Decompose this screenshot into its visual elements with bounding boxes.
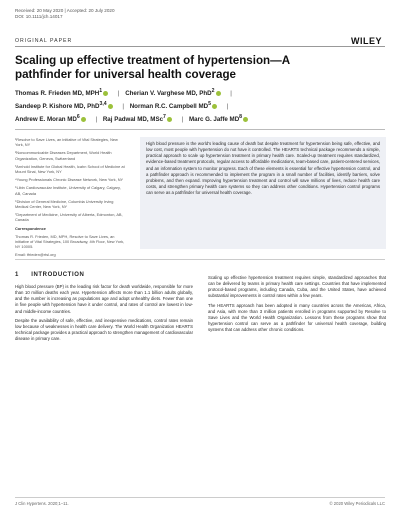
author-name[interactable]: Cherian V. Varghese MD, PhD$^2$ xyxy=(125,86,220,99)
body-column-left xyxy=(15,284,193,345)
orcid-icon[interactable] xyxy=(216,91,221,96)
body-paragraph: Scaling up effective hypertension treatment requires simple, standardized approaches that can be delivered by teams in primary health care settings. Countries that have implemented protocol-based programs, including Canada, Cuba, and the United States, have achieved substantial improvements in control rates within a few years. xyxy=(208,275,386,299)
article-type-label: ORIGINAL PAPER xyxy=(15,38,73,44)
author-name[interactable]: Norman R.C. Campbell $MD^5$ xyxy=(130,99,217,112)
footer-citation: J Clin Hypertens. 2020;1–11. xyxy=(15,501,69,506)
author-list xyxy=(15,86,385,125)
orcid-icon[interactable] xyxy=(167,117,172,122)
affiliation: ⁵Libin Cardiovascular Institute, University of Calgary, Calgary, AB, Canada xyxy=(15,185,121,196)
author-separator: | xyxy=(226,103,229,111)
author-separator: | xyxy=(117,90,120,98)
section-title: INTRODUCTION xyxy=(31,272,85,278)
accepted-date: Accepted: 20 July 2020 xyxy=(66,8,115,13)
meta-separator: | xyxy=(64,8,67,13)
body-paragraph: High blood pressure (BP) is the leading risk factor for death worldwide, responsible for more than 10 million deaths each year. Hypertension affects more than 1.1 billion adults globally, and the number is increasing as populations age and adopt unhealthy diets. Fewer than one in five people with hypertension have it under control, and rates of control are lowest in low- and middle-income countries. xyxy=(15,284,193,314)
abstract-box xyxy=(140,137,386,249)
body-paragraph: Despite the availability of safe, effective, and inexpensive medications, control rates remain low because of weaknesses in health care delivery. The World Health Organization HEARTS technical package provides a practical approach to strengthen management of cardiovascular disease in primary care. xyxy=(15,317,193,342)
article-title: Scaling up effective treatment of hypertension—A pathfinder for universal health coverage xyxy=(15,54,290,81)
affiliation: ³Arnhold Institute for Global Health, Icahn School of Medicine at Mount Sinai, New York, NY xyxy=(15,163,125,175)
doi-link[interactable]: DOI: 10.1111/jch.14017 xyxy=(15,14,63,19)
correspondence-address: Thomas R. Frieden, MD, MPH, Resolve to Save Lives, an initiative of Vital Strategies, 100 Broadway, 4th Floor, New York, NY 10005. xyxy=(15,233,125,250)
section-heading xyxy=(15,272,84,278)
author-name[interactable]: Marc G. Jaffe $MD^8$ xyxy=(189,112,248,125)
affiliation: ²Noncommunicable Diseases Department, World Health Organization, Geneva, Switzerland xyxy=(15,150,112,161)
footer-divider xyxy=(15,497,385,498)
affiliation: ⁶Division of General Medicine, Columbia University Irving Medical Center, New York, NY xyxy=(15,198,114,210)
header-divider xyxy=(15,46,385,47)
correspondence-email[interactable]: Email: tfrieden@rtsl.org xyxy=(15,252,56,258)
correspondence-heading: Correspondence xyxy=(15,225,46,231)
received-date: Received: 20 May 2020 xyxy=(15,8,64,13)
author-name[interactable]: Thomas R. Frieden MD, MPH$^1$ xyxy=(15,86,108,99)
publisher-logo[interactable]: WILEY xyxy=(351,36,382,46)
affiliation: ¹Resolve to Save Lives, an initiative of Vital Strategies, New York, NY xyxy=(15,137,118,148)
author-separator: | xyxy=(122,103,124,111)
orcid-icon[interactable] xyxy=(212,104,217,109)
orcid-icon[interactable] xyxy=(81,117,86,122)
orcid-icon[interactable] xyxy=(103,91,108,96)
author-separator: | xyxy=(181,116,184,124)
abstract-text: High blood pressure is the world's leading cause of death but despite treatment for hypertension being safe, effective, and low cost, most people with hypertension do not have it controlled. The HEARTS technical package recommends a simple, practical approach to scale up hypertension treatment in primary health care. Scaled-up treatment requires standardized, evidence-based treatment protocols, regular access to affordable medications, team-based care, patient-centered services, and an information system to monitor progress. Each of these elements is essential for effective hypertension control, and a pathfinder approach is recommended to implement the program in a small number of facilities, identify barriers, solve problems, and then expand. Improving hypertension treatment and control will save millions of lives, reduce health care costs, and strengthen primary health care systems so they can address other conditions. Hypertension control programs can serve as a pathfinder for universal health coverage. xyxy=(146,141,380,196)
body-column-right xyxy=(208,275,386,336)
author-separator: | xyxy=(230,90,232,98)
author-name[interactable]: Sandeep P. Kishore MD, PhD$^{3,4}$ xyxy=(15,99,113,112)
affiliation: ⁴Young Professionals Chronic Disease Network, New York, NY xyxy=(15,177,124,183)
orcid-icon[interactable] xyxy=(243,117,248,122)
section-number: 1 xyxy=(15,272,19,278)
affiliations-sidebar xyxy=(15,137,125,261)
body-divider xyxy=(15,259,385,260)
footer-copyright: © 2020 Wiley Periodicals LLC xyxy=(329,501,385,506)
author-separator: | xyxy=(95,116,98,124)
article-metadata xyxy=(15,8,115,20)
affiliation: ⁷Department of Medicine, University of Alberta, Edmonton, AB, Canada xyxy=(15,212,123,223)
author-name[interactable]: Andrew E. Moran $MD^6$ xyxy=(15,112,86,125)
authors-divider xyxy=(15,129,385,130)
body-paragraph: The HEARTS approach has been adopted in many countries across the Americas, Africa, and Asia, with more than 3 million patients enrolled in programs supported by Resolve to Save Lives and the World Health Organization. Lessons from these programs show that hypertension control can serve as a pathfinder for universal health coverage, building systems that can address other chronic conditions. xyxy=(208,302,386,333)
orcid-icon[interactable] xyxy=(108,104,113,109)
author-name[interactable]: Raj Padwal MD, MSc$^7$ xyxy=(103,112,172,125)
